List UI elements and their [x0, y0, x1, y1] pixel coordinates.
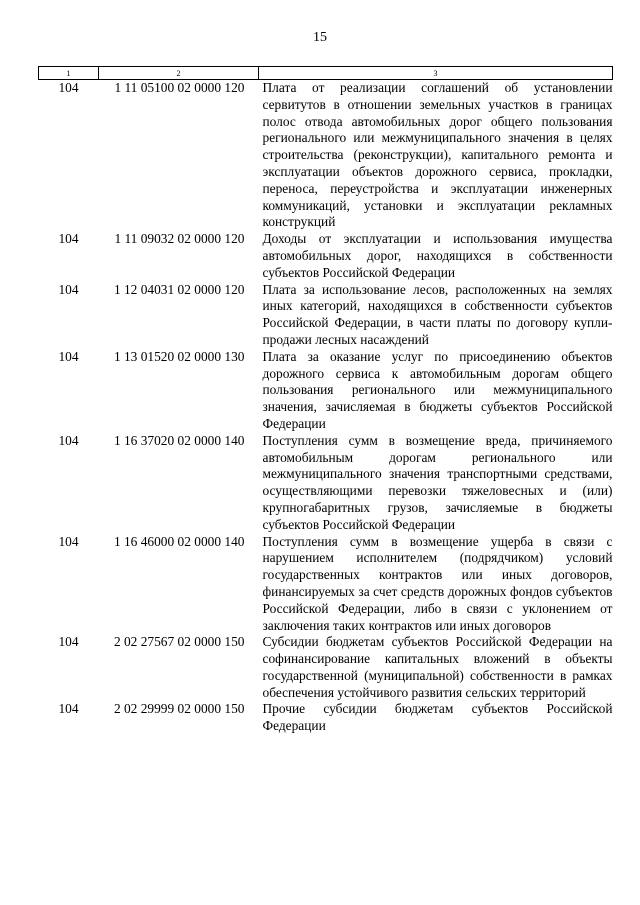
column-header-1: 1 [39, 67, 99, 80]
administrator-code: 104 [58, 533, 79, 549]
table-row [39, 634, 613, 701]
table-row [39, 701, 613, 735]
budget-classification-code: 2 02 29999 02 0000 150 [113, 701, 245, 717]
revenue-name: Поступления сумм в возмещение ущерба в связи с нарушением исполнителем (подрядчиком) условий государственных контрактов или иных договоров, финансируемых за счет средств дорожных фондов субъектов Российской Федерации, либо в связи с уклонением от заключения таких контрактов или иных договоров [262, 533, 613, 633]
revenue-name: Плата от реализации соглашений об установлении сервитутов в отношении земельных участков в границах полос отвода автомобильных дорог общего пользования регионального или межмуниципального значения в целях строительства (реконструкции), капитального ремонта и эксплуатации объектов дорожного сервиса, прокладки, переноса, переустройства и эксплуатации инженерных коммуникаций, установки и эксплуатации рекламных конструкций [262, 80, 613, 230]
administrator-code: 104 [58, 634, 79, 650]
revenue-name: Доходы от эксплуатации и использования имущества автомобильных дорог, находящихся в собственности субъектов Российской Федерации [262, 231, 613, 280]
administrator-code: 104 [58, 432, 79, 448]
table-header-row [39, 67, 613, 80]
revenue-codes-table [38, 66, 613, 735]
table-row [39, 282, 613, 349]
table-row [39, 80, 613, 232]
administrator-code: 104 [58, 231, 79, 247]
table-row [39, 231, 613, 281]
revenue-name: Плата за оказание услуг по присоединению объектов дорожного сервиса к автомобильным дорогам общего пользования регионального или межмуниципального значения, зачисляемая в бюджеты субъектов Российской Федерации [262, 348, 613, 431]
column-header-2: 2 [99, 67, 259, 80]
budget-classification-code: 1 13 01520 02 0000 130 [113, 348, 245, 364]
budget-classification-code: 1 16 37020 02 0000 140 [113, 432, 245, 448]
administrator-code: 104 [58, 80, 79, 95]
budget-classification-code: 1 11 05100 02 0000 120 [114, 80, 245, 95]
revenue-name: Прочие субсидии бюджетам субъектов Российской Федерации [262, 701, 613, 734]
administrator-code: 104 [58, 281, 79, 297]
table-row [39, 433, 613, 534]
budget-classification-code: 1 12 04031 02 0000 120 [113, 281, 245, 297]
revenue-name: Субсидии бюджетам субъектов Российской Федерации на софинансирование капитальных вложений в объекты государственной (муниципальной) собственности в рамках обеспечения устойчивого развития сельских территорий [262, 634, 613, 700]
budget-classification-code: 1 16 46000 02 0000 140 [113, 533, 245, 549]
page-number: 15 [313, 30, 327, 45]
revenue-name: Поступления сумм в возмещение вреда, причиняемого автомобильным дорогам регионального или межмуниципального значения транспортными средствами, осуществляющими перевозки тяжеловесных и (или) крупногабаритных грузов, зачисляемые в бюджеты субъектов Российской Федерации [262, 432, 613, 532]
table-row [39, 534, 613, 635]
budget-classification-code: 2 02 27567 02 0000 150 [113, 634, 245, 650]
administrator-code: 104 [58, 348, 79, 364]
table-row [39, 349, 613, 433]
column-header-3: 3 [259, 67, 613, 80]
revenue-name: Плата за использование лесов, расположенных на землях иных категорий, находящихся в собственности субъектов Российской Федерации, в части платы по договору купли-продажи лесных насаждений [262, 281, 613, 347]
administrator-code: 104 [58, 701, 79, 717]
budget-classification-code: 1 11 09032 02 0000 120 [114, 231, 245, 247]
